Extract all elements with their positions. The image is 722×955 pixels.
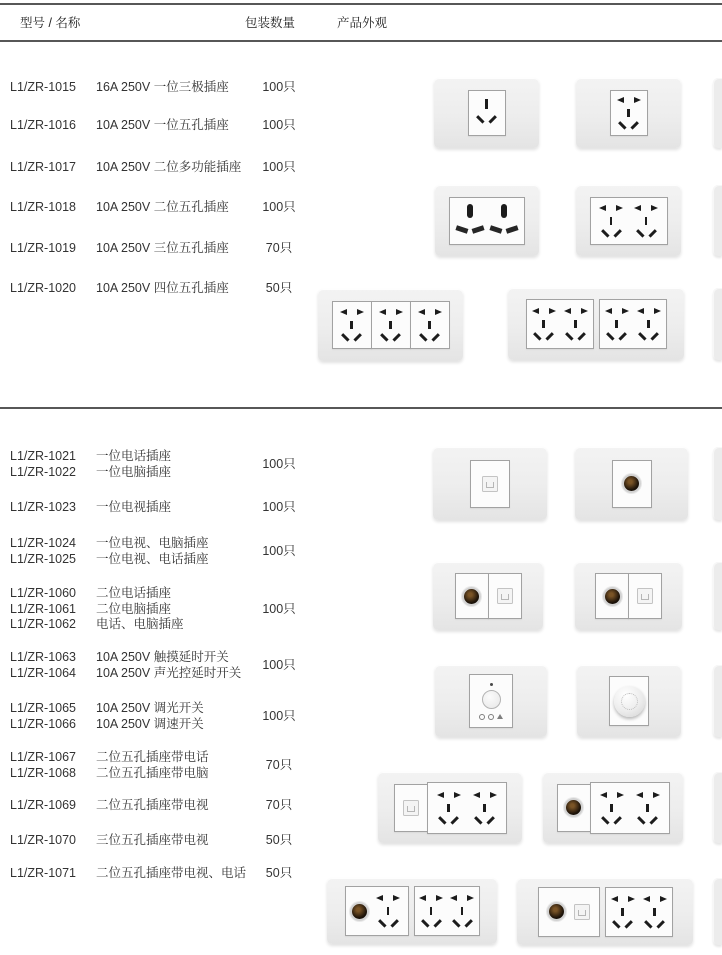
- product-name: 10A 250V 二位多功能插座: [96, 160, 242, 174]
- model-number: L1/ZR-1065: [10, 701, 77, 715]
- five-hole-socket-face: [614, 92, 644, 134]
- socket-module: [526, 299, 594, 349]
- package-quantity: 50只: [265, 866, 293, 880]
- product-name: 10A 250V 四位五孔插座: [96, 281, 229, 295]
- cropped-plate-edge: [713, 665, 722, 737]
- package-quantity: 70只: [265, 798, 293, 812]
- catalog-row-group: [10, 866, 306, 882]
- catalog-row-group: [10, 586, 306, 633]
- cropped-plate-edge: [713, 185, 722, 256]
- product-image-four-gang-five-hole-socket: [508, 288, 684, 360]
- five-hole-socket-face: [596, 200, 626, 242]
- three-pole-socket-face: [472, 92, 502, 134]
- socket-module: [371, 301, 411, 349]
- five-hole-socket-face: [633, 787, 663, 829]
- model-number: L1/ZR-1062: [10, 617, 77, 632]
- model-number: L1/ZR-1023: [10, 500, 77, 514]
- product-name: 10A 250V 二位五孔插座: [96, 200, 229, 214]
- tv-coax-icon: [603, 587, 622, 606]
- catalog-row-group: [10, 650, 306, 681]
- package-quantity: 100只: [262, 200, 296, 214]
- header-rule: [0, 40, 722, 42]
- cropped-plate-edge: [713, 447, 722, 520]
- socket-module: [427, 782, 507, 834]
- model-number: L1/ZR-1069: [10, 798, 77, 812]
- package-quantity: 100只: [262, 500, 296, 514]
- product-name: 一位电视、电脑插座: [96, 536, 209, 550]
- product-image-one-gang-phone-computer-socket: [433, 447, 547, 520]
- product-image-one-gang-tv-socket: [575, 447, 688, 520]
- switch-module: [469, 674, 513, 728]
- model-number: L1/ZR-1018: [10, 200, 77, 214]
- model-number: L1/ZR-1066: [10, 716, 77, 731]
- model-number: L1/ZR-1017: [10, 160, 77, 174]
- phone-jack-icon: [497, 588, 513, 604]
- five-hole-socket-face: [447, 890, 477, 932]
- cropped-plate-edge: [713, 772, 722, 843]
- tv-coax-icon: [350, 902, 369, 921]
- model-number: L1/ZR-1021: [10, 449, 77, 463]
- jack-module: [394, 784, 428, 832]
- product-image-tv-plus-two-five-hole-socket: [543, 772, 683, 843]
- five-hole-socket-face: [634, 303, 664, 345]
- tv-module: [595, 573, 629, 619]
- socket-module: [449, 197, 525, 245]
- product-image-jack-plus-two-five-hole-socket: [378, 772, 522, 843]
- model-number: L1/ZR-1024: [10, 536, 77, 550]
- model-number: L1/ZR-1020: [10, 281, 77, 295]
- product-name: 一位电视、电话插座: [96, 551, 209, 566]
- model-number: L1/ZR-1063: [10, 650, 77, 664]
- five-hole-socket-face: [470, 787, 500, 829]
- product-name: 二位五孔插座带电话: [96, 750, 209, 764]
- socket-module: [605, 887, 673, 937]
- five-hole-socket-face: [608, 891, 638, 933]
- five-hole-socket-face: [529, 303, 559, 345]
- five-hole-socket-face: [376, 304, 406, 346]
- product-name: 二位五孔插座带电脑: [96, 765, 209, 780]
- five-hole-socket-face: [416, 890, 446, 932]
- tv-jack-module: [538, 887, 600, 937]
- model-number: L1/ZR-1060: [10, 586, 77, 600]
- multifunction-socket-face: [455, 200, 485, 242]
- package-quantity: 100只: [262, 160, 296, 174]
- tv-coax-icon: [564, 798, 583, 817]
- model-number: L1/ZR-1015: [10, 80, 77, 94]
- model-number: L1/ZR-1070: [10, 833, 77, 847]
- catalog-row-group: [10, 80, 306, 96]
- catalog-row-group: [10, 200, 306, 216]
- package-quantity: 70只: [265, 241, 293, 255]
- catalog-row-group: [10, 798, 306, 814]
- socket-module: [590, 782, 670, 834]
- five-hole-socket-face: [602, 303, 632, 345]
- product-name: 一位电视插座: [96, 500, 172, 514]
- model-number: L1/ZR-1064: [10, 665, 77, 680]
- product-name: 电话、电脑插座: [96, 617, 184, 632]
- catalog-row-group: [10, 833, 306, 849]
- product-name: 三位五孔插座带电视: [96, 833, 209, 847]
- phone-jack-icon: [403, 800, 419, 816]
- socket-module: [468, 90, 506, 136]
- product-name: 一位电脑插座: [96, 464, 172, 479]
- product-image-three-gang-five-hole-socket: [318, 289, 463, 361]
- catalog-row-group: [10, 449, 306, 480]
- tv-module: [455, 573, 489, 619]
- five-hole-socket-face: [434, 787, 464, 829]
- model-number: L1/ZR-1025: [10, 551, 77, 566]
- model-number: L1/ZR-1061: [10, 601, 77, 616]
- product-image-tv-phone-plus-two-five-hole-socket: [517, 878, 693, 945]
- catalog-row-group: [10, 750, 306, 781]
- product-image-tv-plus-jack-socket: [433, 562, 543, 630]
- jack-module: [488, 573, 522, 619]
- tv-coax-icon: [622, 474, 641, 493]
- jack-module: [628, 573, 662, 619]
- package-quantity: 100只: [262, 543, 296, 558]
- tv-coax-icon: [462, 587, 481, 606]
- catalog-row-group: [10, 500, 306, 516]
- cropped-plate-edge: [713, 288, 722, 360]
- product-image-tv-plus-jack-socket: [575, 562, 682, 630]
- five-hole-socket-face: [640, 891, 670, 933]
- product-name: 10A 250V 调速开关: [96, 716, 204, 731]
- product-name: 10A 250V 一位五孔插座: [96, 118, 229, 132]
- package-quantity: 70只: [265, 757, 293, 772]
- cropped-plate-edge: [713, 878, 722, 945]
- column-header-quantity: 包装数量: [245, 16, 296, 30]
- socket-module: [599, 299, 667, 349]
- product-image-one-gang-three-pole-socket: [434, 78, 539, 148]
- catalog-row-group: [10, 160, 306, 176]
- package-quantity: 50只: [265, 833, 293, 847]
- switch-module: [609, 676, 649, 726]
- tv-module: [612, 460, 652, 508]
- product-name: 二位电脑插座: [96, 601, 172, 616]
- product-name: 10A 250V 声光控延时开关: [96, 665, 242, 680]
- catalog-row-group: [10, 701, 306, 732]
- section-divider-rule: [0, 407, 722, 409]
- tv-socket-module: [345, 886, 409, 936]
- product-image-touch-delay-switch: [435, 665, 547, 737]
- column-header-model-name: 型号 / 名称: [20, 16, 81, 30]
- switch-symbols: [479, 714, 503, 720]
- five-hole-socket-face: [373, 890, 403, 932]
- product-image-tv-plus-three-five-hole-socket: [327, 878, 497, 944]
- catalog-row-group: [10, 281, 306, 297]
- socket-module: [410, 301, 450, 349]
- catalog-row-group: [10, 241, 306, 257]
- package-quantity: 100只: [262, 456, 296, 471]
- model-number: L1/ZR-1067: [10, 750, 77, 764]
- package-quantity: 100只: [262, 80, 296, 94]
- cropped-plate-edge: [713, 562, 722, 630]
- product-name: 二位电话插座: [96, 586, 172, 600]
- five-hole-socket-face: [561, 303, 591, 345]
- five-hole-socket-face: [415, 304, 445, 346]
- model-number: L1/ZR-1068: [10, 765, 77, 780]
- product-image-one-gang-five-hole-socket: [576, 78, 681, 148]
- catalog-row-group: [10, 536, 306, 567]
- product-name: 10A 250V 触摸延时开关: [96, 650, 229, 664]
- model-number: L1/ZR-1016: [10, 118, 77, 132]
- model-number: L1/ZR-1019: [10, 241, 77, 255]
- tv-coax-icon: [547, 902, 566, 921]
- rotary-knob-icon: [614, 686, 645, 717]
- socket-module: [332, 301, 372, 349]
- phone-jack-icon: [482, 476, 498, 492]
- package-quantity: 100只: [262, 708, 296, 723]
- tv-module: [557, 784, 591, 832]
- catalog-row-group: [10, 118, 306, 134]
- package-quantity: 100只: [262, 601, 296, 616]
- product-image-two-gang-five-hole-socket: [576, 185, 681, 256]
- product-name: 10A 250V 调光开关: [96, 701, 204, 715]
- phone-jack-icon: [637, 588, 653, 604]
- product-name: 二位五孔插座带电视: [96, 798, 209, 812]
- indicator-dot-icon: [490, 683, 493, 686]
- model-number: L1/ZR-1022: [10, 464, 77, 479]
- model-number: L1/ZR-1071: [10, 866, 77, 880]
- socket-module: [610, 90, 648, 136]
- product-name: 二位五孔插座带电视、电话: [96, 866, 247, 880]
- phone-jack-icon: [574, 904, 590, 920]
- five-hole-socket-face: [631, 200, 661, 242]
- five-hole-socket-face: [597, 787, 627, 829]
- top-rule: [0, 3, 722, 5]
- column-header-appearance: 产品外观: [337, 16, 388, 30]
- jack-module: [470, 460, 510, 508]
- package-quantity: 100只: [262, 657, 296, 672]
- package-quantity: 50只: [265, 281, 293, 295]
- five-hole-socket-face: [337, 304, 367, 346]
- socket-module: [590, 197, 668, 245]
- product-image-two-gang-multifunction-socket: [435, 185, 539, 256]
- package-quantity: 100只: [262, 118, 296, 132]
- touch-button-icon: [482, 690, 501, 709]
- product-image-rotary-dimmer-switch: [577, 665, 681, 737]
- product-name: 16A 250V 一位三极插座: [96, 80, 229, 94]
- socket-module: [414, 886, 480, 936]
- multifunction-socket-face: [489, 200, 519, 242]
- cropped-plate-edge: [713, 78, 722, 148]
- product-name: 10A 250V 三位五孔插座: [96, 241, 229, 255]
- product-name: 一位电话插座: [96, 449, 172, 463]
